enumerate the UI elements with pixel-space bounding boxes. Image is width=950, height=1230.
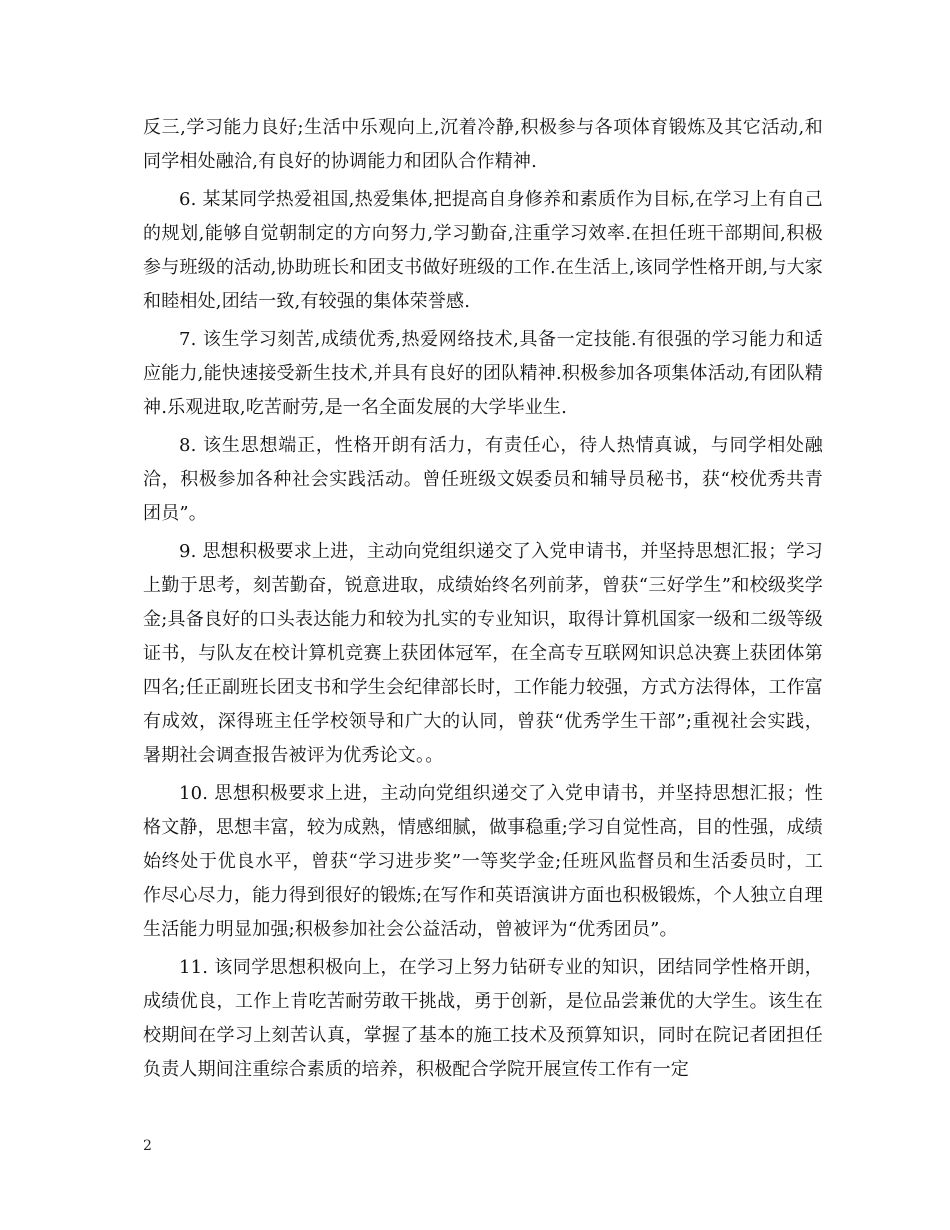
paragraph-item-8: 8. 该生思想端正，性格开朗有活力，有责任心，待人热情真诚，与同学相处融洽，积极参加各种社会实践活动。曾任班级文娱委员和辅导员秘书，获“校优秀共青团员”。 <box>143 435 823 524</box>
page-number: 2 <box>143 1138 152 1154</box>
paragraph-item-11: 11. 该同学思想积极向上，在学习上努力钻研专业的知识，团结同学性格开朗，成绩优良，工作上肯吃苦耐劳敢干挑战，勇于创新，是位品尝兼优的大学生。该生在校期间在学习上刻苦认真，掌握了基本的施工技术及预算知识，同时在院记者团担任负责人期间注重综合素质的培养，积极配合学院开展宣传工作有一定 <box>143 957 823 1080</box>
paragraph-item-10: 10. 思想积极要求上进，主动向党组织递交了入党申请书，并坚持思想汇报；性格文静，思想丰富，较为成熟，情感细腻，做事稳重;学习自觉性高，目的性强，成绩始终处于优良水平，曾获“学习进步奖”一等奖学金;任班风监督员和生活委员时，工作尽心尽力，能力得到很好的锻炼;在写作和英语演讲方面也积极锻炼，个人独立自理生活能力明显加强;积极参加社会公益活动，曾被评为“优秀团员”。 <box>143 783 823 940</box>
paragraph-item-6: 6. 某某同学热爱祖国,热爱集体,把提高自身修养和素质作为目标,在学习上有自己的规划,能够自觉朝制定的方向努力,学习勤奋,注重学习效率.在担任班干部期间,积极参与班级的活动,协助班长和团支书做好班级的工作.在生活上,该同学性格开朗,与大家和睦相处,团结一致,有较强的集体荣誉感. <box>143 189 823 312</box>
paragraph-item-9: 9. 思想积极要求上进，主动向党组织递交了入党申请书，并坚持思想汇报；学习上勤于思考，刻苦勤奋，锐意进取，成绩始终名列前茅，曾获“三好学生”和校级奖学金;具备良好的口头表达能力和较为扎实的专业知识，取得计算机国家一级和二级等级证书，与队友在校计算机竞赛上获团体冠军，在全高专互联网知识总决赛上获团体第四名;任正副班长团支书和学生会纪律部长时，工作能力较强，方式方法得体，工作富有成效，深得班主任学校领导和广大的认同，曾获“优秀学生干部”;重视社会实践，暑期社会调查报告被评为优秀论文。。 <box>143 541 823 766</box>
paragraph-continued: 反三,学习能力良好;生活中乐观向上,沉着冷静,积极参与各项体育锻炼及其它活动,和同学相处融洽,有良好的协调能力和团队合作精神. <box>143 117 823 172</box>
document-body <box>143 111 823 1087</box>
paragraph-item-7: 7. 该生学习刻苦,成绩优秀,热爱网络技术,具备一定技能.有很强的学习能力和适应能力,能快速接受新生技术,并具有良好的团队精神.积极参加各项集体活动,有团队精神.乐观进取,吃苦耐劳,是一名全面发展的大学毕业生. <box>143 329 823 418</box>
